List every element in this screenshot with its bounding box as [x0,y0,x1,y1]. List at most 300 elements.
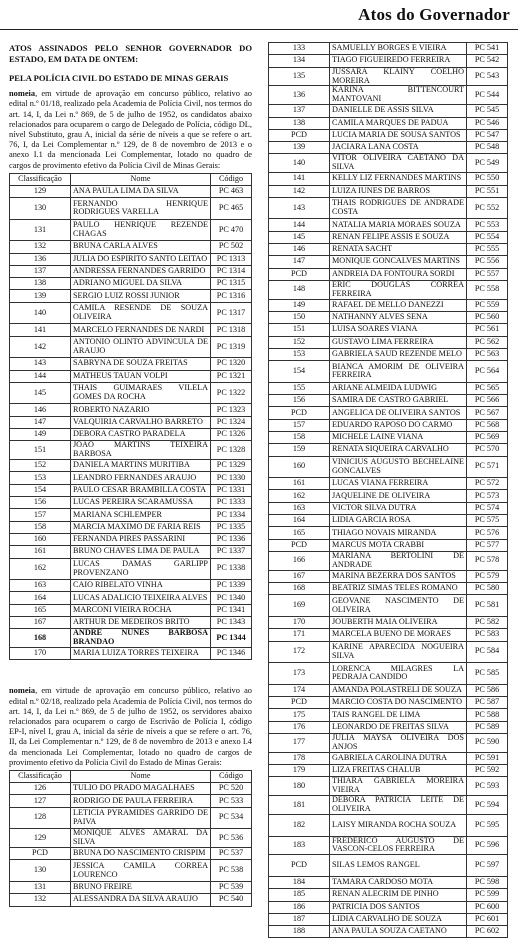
table-row [269,777,508,796]
cell-codigo: PC 577 [467,539,508,551]
table-row [10,185,252,197]
cell-codigo: PC 1328 [211,441,252,460]
header-codigo: Código [211,173,252,185]
cell-nome: ANDREIA DA FONTOURA SORDI [330,268,467,280]
cell-classificacao: 139 [10,290,71,302]
cell-classificacao: 157 [269,419,330,431]
cell-nome: LORENCA MILAGRES LA PEDRAJA CANDIDO [330,663,467,685]
cell-nome: ANA PAULA SOUZA CAETANO [330,926,467,938]
table-row [269,616,508,628]
cell-nome: ANA PAULA LIMA DA SILVA [71,185,211,197]
cell-nome: FREDERICO AUGUSTO DE VASCON-CELOS FERREIRA [330,836,467,855]
table-row [269,684,508,696]
cell-codigo: PC 585 [467,663,508,685]
cell-classificacao: 185 [269,889,330,901]
cell-classificacao: 176 [269,721,330,733]
table-row [10,429,252,441]
table-row [269,324,508,336]
table-row [269,105,508,117]
table-row [10,521,252,533]
cell-nome: MARCONI VIEIRA ROCHA [71,604,211,616]
cell-codigo: PC 1313 [211,253,252,265]
cell-classificacao: 129 [10,829,71,848]
cell-codigo: PC 582 [467,616,508,628]
table-row [10,253,252,265]
cell-classificacao: 146 [269,244,330,256]
cell-classificacao: 161 [10,546,71,558]
cell-classificacao: 149 [10,429,71,441]
cell-nome: LIDIA GARCIA ROSA [330,515,467,527]
table-row [10,848,252,860]
table-row [10,336,252,358]
table-row [269,244,508,256]
cell-classificacao: 180 [269,777,330,796]
table-row [10,219,252,241]
header-nome: Nome [71,771,211,783]
cell-codigo: PC 586 [467,684,508,696]
cell-classificacao: 145 [269,231,330,243]
cell-codigo: PC 599 [467,889,508,901]
cell-classificacao: 158 [269,431,330,443]
table-row [269,752,508,764]
cell-codigo: PC 536 [211,829,252,848]
table-row [10,198,252,220]
cell-nome: THAIS GUIMARAES VILELA GOMES DA ROCHA [71,382,211,404]
table-row [269,570,508,582]
cell-nome: VALQUIRIA CARVALHO BARRETO [71,416,211,428]
cell-nome: TIAGO FIGUEIREDO FERREIRA [330,55,467,67]
cell-codigo: PC 1321 [211,370,252,382]
cell-nome: VITOR OLIVEIRA CAETANO DA SILVA [330,154,467,173]
cell-classificacao: 126 [10,783,71,795]
table-row [269,515,508,527]
cell-classificacao: PCD [10,848,71,860]
header-codigo: Código [211,771,252,783]
cell-codigo: PC 1335 [211,521,252,533]
table-row [10,302,252,324]
cell-classificacao: 133 [269,43,330,55]
table-row [269,407,508,419]
table-row [269,142,508,154]
cell-nome: JULIA MAYSA OLIVEIRA DOS ANJOS [330,733,467,752]
cell-classificacao: 160 [10,533,71,545]
cell-codigo: PC 558 [467,280,508,299]
cell-codigo: PC 465 [211,198,252,220]
table-row [269,173,508,185]
table-row [269,583,508,595]
cell-nome: SABRYNA DE SOUZA FREITAS [71,358,211,370]
table-row [269,67,508,86]
cell-codigo: PC 1346 [211,648,252,660]
cell-codigo: PC 538 [211,860,252,882]
cell-codigo: PC 1330 [211,472,252,484]
cell-nome: TAIS RANGEL DE LIMA [330,709,467,721]
table-row [269,733,508,752]
cell-classificacao: 149 [269,299,330,311]
cell-classificacao: 150 [269,312,330,324]
cell-classificacao: 139 [269,142,330,154]
decree-paragraph-2: nomeia, em virtude de aprovação em concurso público, relativo ao edital n.º 02/18, realizado pela Academia de Polícia Civil, nos termos do art. 14, I, da Lei n.º 869, de 5 de julho de 1952, os servidores abaixo relacionados para ocuparem o cargo de Escrivão de Polícia I, código EP-I, nível I, grau A, inicial da série de níveis a que se refere o art. 76, II, da Lei Complementar n.º 129, de 8 de novembro de 2013 e anexo I.4 da mencionada Lei Complementar, lotado no quadro de cargos de provimento efetivo da Polícia Civil do Estado de Minas Gerais: [9,686,252,767]
cell-codigo: PC 594 [467,796,508,815]
cell-nome: CAMILA RESENDE DE SOUZA OLIVEIRA [71,302,211,324]
cell-nome: THIARA GABRIELA MOREIRA VIEIRA [330,777,467,796]
cell-codigo: PC 548 [467,142,508,154]
table-row [269,889,508,901]
cell-classificacao: 138 [269,117,330,129]
cell-classificacao: 168 [10,629,71,648]
cell-codigo: PC 572 [467,478,508,490]
table-row [10,290,252,302]
cell-classificacao: 147 [269,256,330,268]
cell-nome: ANGELICA DE OLIVEIRA SANTOS [330,407,467,419]
cell-classificacao: 146 [10,404,71,416]
table-row [10,382,252,404]
table-row [10,592,252,604]
cell-nome: JOAO MARTINS TEIXEIRA BARBOSA [71,441,211,460]
section-title: PELA POLÍCIA CIVIL DO ESTADO DE MINAS GERAIS [9,73,229,84]
table-row [10,509,252,521]
cell-nome: BRUNA DO NASCIMENTO CRISPIM [71,848,211,860]
cell-codigo: PC 565 [467,382,508,394]
table-row [269,490,508,502]
table-row [269,55,508,67]
cell-codigo: PC 540 [211,894,252,906]
cell-nome: TAMARA CARDOSO MOTA [330,876,467,888]
cell-classificacao: 143 [10,358,71,370]
page-header [0,0,518,32]
table-row [269,197,508,219]
table-row [269,431,508,443]
cell-classificacao: 136 [10,253,71,265]
table-row [269,836,508,855]
cell-codigo: PC 597 [467,855,508,877]
right-column [268,42,508,938]
cell-classificacao: 156 [269,395,330,407]
cell-classificacao: 138 [10,278,71,290]
cell-classificacao: 142 [269,185,330,197]
table-row [10,370,252,382]
cell-nome: JACIARA LANA COSTA [330,142,467,154]
table-row [10,648,252,660]
table-row [269,219,508,231]
cell-nome: LETICIA PYRAMIDES GARRIDO DE PAIVA [71,807,211,829]
cell-classificacao: 170 [269,616,330,628]
cell-classificacao: 151 [269,324,330,336]
table-row [10,241,252,253]
cell-classificacao: 186 [269,901,330,913]
cell-codigo: PC 1314 [211,265,252,277]
cell-codigo: PC 534 [211,807,252,829]
cell-classificacao: 164 [269,515,330,527]
cell-codigo: PC 566 [467,395,508,407]
cell-codigo: PC 550 [467,173,508,185]
cell-classificacao: 154 [10,484,71,496]
decree-paragraph-1: nomeia, em virtude de aprovação em concurso público, relativo ao edital n.º 01/18, realizado pela Academia de Polícia Civil, nos termos do art. 14, I, da Lei n.º 869, de 5 de julho de 1952, os candidatos abaixo relacionados para ocuparem o cargo de Delegado de Polícia, código DL, nível Substituto, grau A, inicial da série de níveis a que se refere o art. 76, I, da Lei Complementar n.º 129, de 8 de novembro de 2013 e o anexo I.1 da mencionada Lei Complementar, lotado no quadro de cargos de provimento efetivo da Polícia Civil de Minas Gerais: [9,89,252,170]
cell-classificacao: 142 [10,336,71,358]
cell-codigo: PC 601 [467,913,508,925]
cell-nome: DANIELLE DE ASSIS SILVA [330,105,467,117]
cell-nome: SILAS LEMOS RANGEL [330,855,467,877]
cell-nome: JESSICA CAMILA CORREA LOURENCO [71,860,211,882]
cell-classificacao: 177 [269,733,330,752]
cell-codigo: PC 549 [467,154,508,173]
cell-nome: ALESSANDRA DA SILVA ARAUJO [71,894,211,906]
cell-codigo: PC 570 [467,444,508,456]
cell-nome: SAMIRA DE CASTRO GABRIEL [330,395,467,407]
cell-nome: LAISY MIRANDA ROCHA SOUZA [330,814,467,836]
cell-classificacao: 165 [269,527,330,539]
cell-nome: RENAN ALECRIM DE PINHO [330,889,467,901]
cell-classificacao: 154 [269,361,330,383]
cell-codigo: PC 576 [467,527,508,539]
cell-classificacao: PCD [269,268,330,280]
cell-codigo: PC 539 [211,881,252,893]
cell-nome: ANTONIO OLINTO ADVINCULA DE ARAUJO [71,336,211,358]
cell-codigo: PC 563 [467,348,508,360]
header-rule [0,29,518,30]
cell-classificacao: 137 [269,105,330,117]
cell-codigo: PC 569 [467,431,508,443]
cell-codigo: PC 602 [467,926,508,938]
cell-classificacao: 170 [10,648,71,660]
cell-classificacao: 129 [10,185,71,197]
cell-classificacao: 128 [10,807,71,829]
table-delegados [9,173,252,661]
table-row [269,185,508,197]
table-row [269,697,508,709]
cell-codigo: PC 590 [467,733,508,752]
cell-nome: VICTOR SILVA DUTRA [330,502,467,514]
cell-codigo: PC 1319 [211,336,252,358]
cell-classificacao: 143 [269,197,330,219]
cell-nome: VINICIUS AUGUSTO BECHELAINE GONCALVES [330,456,467,478]
cell-nome: THAIS RODRIGUES DE ANDRADE COSTA [330,197,467,219]
cell-classificacao: 141 [10,324,71,336]
cell-classificacao: 172 [269,641,330,663]
cell-classificacao: 132 [10,241,71,253]
table-header-row [10,173,252,185]
cell-codigo: PC 545 [467,105,508,117]
cell-nome: CAIO RIBELATO VINHA [71,580,211,592]
cell-codigo: PC 596 [467,836,508,855]
cell-codigo: PC 1324 [211,416,252,428]
cell-classificacao: 165 [10,604,71,616]
cell-nome: LUCAS ADALICIO TEIXEIRA ALVES [71,592,211,604]
cell-classificacao: 169 [269,595,330,617]
cell-codigo: PC 588 [467,709,508,721]
cell-codigo: PC 564 [467,361,508,383]
cell-classificacao: 182 [269,814,330,836]
table-row [269,855,508,877]
cell-nome: ANDRE NUNES BARBOSA BRANDAO [71,629,211,648]
cell-classificacao: PCD [269,129,330,141]
cell-codigo: PC 567 [467,407,508,419]
cell-classificacao: 141 [269,173,330,185]
table-row [10,416,252,428]
cell-nome: MARIA LUIZA TORRES TEIXEIRA [71,648,211,660]
cell-classificacao: 131 [10,219,71,241]
cell-codigo: PC 1323 [211,404,252,416]
table-row [10,604,252,616]
cell-classificacao: 171 [269,629,330,641]
table-row [269,876,508,888]
page-title: Atos do Governador [358,5,510,24]
cell-codigo: PC 553 [467,219,508,231]
table-row [269,280,508,299]
cell-classificacao: 156 [10,497,71,509]
cell-classificacao: 163 [10,580,71,592]
cell-classificacao: 144 [10,370,71,382]
table-row [269,348,508,360]
table-row [10,894,252,906]
cell-codigo: PC 551 [467,185,508,197]
cell-nome: RODRIGO DE PAULA FERREIRA [71,795,211,807]
table-row [269,527,508,539]
cell-nome: FERNANDO HENRIQUE RODRIGUES VARELLA [71,198,211,220]
cell-nome: LUCAS PEREIRA SCARAMUSSA [71,497,211,509]
header-classificacao: Classificação [10,173,71,185]
table-row [10,795,252,807]
cell-classificacao: 174 [269,684,330,696]
table-row [269,663,508,685]
table-row [269,721,508,733]
cell-classificacao: PCD [269,539,330,551]
cell-codigo: PC 1333 [211,497,252,509]
cell-nome: JOUBERTH MAIA OLIVEIRA [330,616,467,628]
table-row [10,484,252,496]
cell-classificacao: 127 [10,795,71,807]
cell-classificacao: 158 [10,521,71,533]
table-row [269,641,508,663]
cell-nome: MARIANA SCHLEMPER [71,509,211,521]
cell-nome: TULIO DO PRADO MAGALHAES [71,783,211,795]
cell-classificacao: 162 [10,558,71,580]
cell-nome: SAMUELLY BORGES E VIEIRA [330,43,467,55]
left-column [9,42,252,907]
cell-codigo: PC 598 [467,876,508,888]
cell-nome: MARCIO COSTA DO NASCIMENTO [330,697,467,709]
cell-codigo: PC 592 [467,765,508,777]
cell-nome: THIAGO NOVAIS MIRANDA [330,527,467,539]
cell-nome: KARINA BITTENCOURT MANTOVANI [330,86,467,105]
cell-classificacao: 157 [10,509,71,521]
cell-nome: RENATA SIQUEIRA CARVALHO [330,444,467,456]
table-row [269,709,508,721]
cell-classificacao: 136 [269,86,330,105]
table-row [10,617,252,629]
cell-nome: LUCAS DAMAS GARLIPP PROVENZANO [71,558,211,580]
table-escrivaes [9,770,252,906]
table-row [10,278,252,290]
cell-nome: PATRICIA DOS SANTOS [330,901,467,913]
cell-codigo: PC 1338 [211,558,252,580]
cell-nome: LUCIA MARIA DE SOUSA SANTOS [330,129,467,141]
table-row [10,558,252,580]
cell-codigo: PC 1318 [211,324,252,336]
table-row [10,404,252,416]
cell-nome: SERGIO LUIZ ROSSI JUNIOR [71,290,211,302]
cell-codigo: PC 593 [467,777,508,796]
cell-codigo: PC 1326 [211,429,252,441]
cell-classificacao: PCD [269,697,330,709]
cell-nome: MARINA BEZERRA DOS SANTOS [330,570,467,582]
cell-classificacao: PCD [269,855,330,877]
cell-nome: DEBORA CASTRO PARADELA [71,429,211,441]
table-row [269,629,508,641]
cell-codigo: PC 555 [467,244,508,256]
cell-codigo: PC 502 [211,241,252,253]
cell-classificacao: 130 [10,860,71,882]
cell-classificacao: 131 [10,881,71,893]
table-row [10,324,252,336]
table-row [10,497,252,509]
cell-nome: MARCIA MAXIMO DE FARIA REIS [71,521,211,533]
cell-nome: KELLY LIZ FERNANDES MARTINS [330,173,467,185]
cell-codigo: PC 595 [467,814,508,836]
cell-nome: JUSSARA KLAINY COELHO MOREIRA [330,67,467,86]
cell-codigo: PC 520 [211,783,252,795]
cell-classificacao: 188 [269,926,330,938]
cell-nome: MARCELA BUENO DE MORAES [330,629,467,641]
cell-classificacao: PCD [269,407,330,419]
cell-classificacao: 152 [269,336,330,348]
cell-codigo: PC 560 [467,312,508,324]
cell-nome: GEOVANE NASCIMENTO DE OLIVEIRA [330,595,467,617]
cell-codigo: PC 1340 [211,592,252,604]
cell-classificacao: 144 [269,219,330,231]
cell-nome: ANDRESSA FERNANDES GARRIDO [71,265,211,277]
cell-codigo: PC 1336 [211,533,252,545]
cell-classificacao: 147 [10,416,71,428]
table-row [269,551,508,570]
cell-nome: ARIANE ALMEIDA LUDWIG [330,382,467,394]
table-row [269,478,508,490]
cell-classificacao: 140 [10,302,71,324]
cell-codigo: PC 1322 [211,382,252,404]
cell-codigo: PC 591 [467,752,508,764]
table-row [269,395,508,407]
cell-classificacao: 179 [269,765,330,777]
cell-nome: MATHEUS TAUAN VOLPI [71,370,211,382]
cell-codigo: PC 1315 [211,278,252,290]
header-nome: Nome [71,173,211,185]
cell-codigo: PC 574 [467,502,508,514]
cell-nome: BRUNA CARLA ALVES [71,241,211,253]
cell-nome: ROBERTO NAZARIO [71,404,211,416]
cell-codigo: PC 547 [467,129,508,141]
cell-classificacao: 153 [10,472,71,484]
table-row [10,472,252,484]
cell-nome: BEATRIZ SIMAS TELES ROMANO [330,583,467,595]
table-escrivaes-continued [268,42,508,938]
cell-classificacao: 134 [269,55,330,67]
cell-nome: NATHANNY ALVES SENA [330,312,467,324]
table-row [269,382,508,394]
cell-codigo: PC 1341 [211,604,252,616]
table-row [10,629,252,648]
cell-nome: CAMILA MARQUES DE PADUA [330,117,467,129]
cell-codigo: PC 557 [467,268,508,280]
table-row [269,901,508,913]
cell-classificacao: 168 [269,583,330,595]
cell-classificacao: 175 [269,709,330,721]
cell-codigo: PC 543 [467,67,508,86]
cell-nome: GABRIELA CAROLINA DUTRA [330,752,467,764]
table-row [269,154,508,173]
cell-classificacao: 187 [269,913,330,925]
cell-codigo: PC 562 [467,336,508,348]
cell-classificacao: 166 [269,551,330,570]
